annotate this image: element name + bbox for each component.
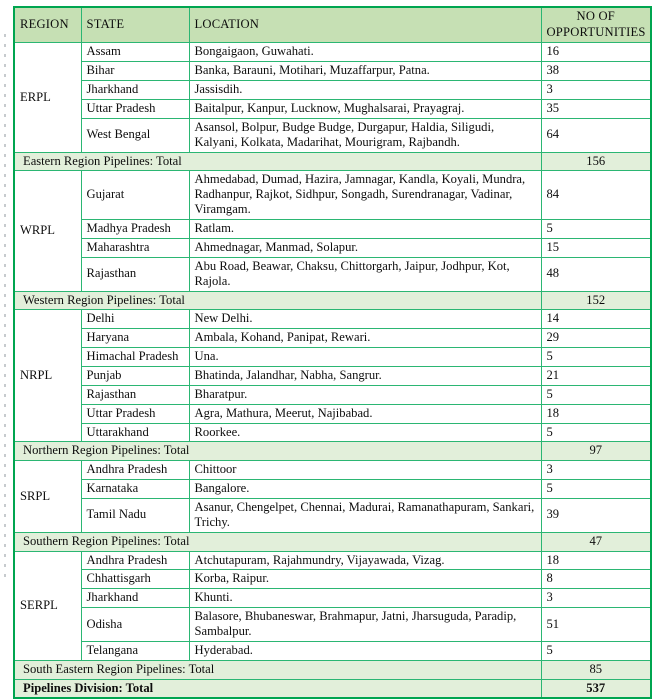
subtotal-row [14,532,651,551]
cell-state: Odisha [81,608,189,642]
table-row [14,589,651,608]
grand-total-label: Pipelines Division: Total [14,679,541,698]
cell-location: Roorkee. [189,423,541,442]
cell-location: Ambala, Kohand, Panipat, Rewari. [189,329,541,348]
table-row [14,404,651,423]
table-row [14,366,651,385]
subtotal-row [14,291,651,310]
cell-location: Bharatpur. [189,385,541,404]
table-row [14,570,651,589]
cell-opportunities: 5 [541,641,651,660]
cell-state: Andhra Pradesh [81,551,189,570]
cell-state: Uttar Pradesh [81,404,189,423]
subtotal-label: South Eastern Region Pipelines: Total [14,660,541,679]
table-row [14,257,651,291]
table-row [14,238,651,257]
pipeline-opportunities-table [13,6,652,699]
table-row [14,62,651,81]
table-row [14,348,651,367]
cell-state: Rajasthan [81,257,189,291]
cell-location: Korba, Raipur. [189,570,541,589]
cell-location: Ahmednagar, Manmad, Solapur. [189,238,541,257]
subtotal-row [14,660,651,679]
header-row [14,7,651,43]
table-row [14,100,651,119]
column-header-opportunities-line2: OPPORTUNITIES [546,24,646,39]
subtotal-opportunities: 85 [541,660,651,679]
cell-opportunities: 35 [541,100,651,119]
cell-state: Rajasthan [81,385,189,404]
cell-location: Atchutapuram, Rajahmundry, Vijayawada, Vizag. [189,551,541,570]
page-margin-marks [4,34,6,582]
cell-opportunities: 5 [541,423,651,442]
cell-opportunities: 5 [541,385,651,404]
table-row [14,220,651,239]
subtotal-row [14,442,651,461]
table-row [14,498,651,532]
cell-state: Maharashtra [81,238,189,257]
cell-state: Jharkhand [81,81,189,100]
cell-location: Chittoor [189,461,541,480]
cell-opportunities: 16 [541,43,651,62]
column-header-state: STATE [81,7,189,43]
cell-opportunities: 5 [541,480,651,499]
column-header-region: REGION [14,7,81,43]
subtotal-label: Southern Region Pipelines: Total [14,532,541,551]
cell-opportunities: 48 [541,257,651,291]
cell-state: Haryana [81,329,189,348]
cell-state: Delhi [81,310,189,329]
cell-location: Abu Road, Beawar, Chaksu, Chittorgarh, Jaipur, Jodhpur, Kot, Rajola. [189,257,541,291]
table-row [14,329,651,348]
grand-total-opportunities: 537 [541,679,651,698]
table-body [14,43,651,698]
cell-opportunities: 18 [541,551,651,570]
table-row [14,385,651,404]
cell-state: Punjab [81,366,189,385]
cell-state: Andhra Pradesh [81,461,189,480]
cell-location: Asanur, Chengelpet, Chennai, Madurai, Ramanathapuram, Sankari, Trichy. [189,498,541,532]
table-row [14,641,651,660]
subtotal-opportunities: 152 [541,291,651,310]
cell-opportunities: 8 [541,570,651,589]
cell-opportunities: 51 [541,608,651,642]
cell-location: Ahmedabad, Dumad, Hazira, Jamnagar, Kandla, Koyali, Mundra, Radhanpur, Rajkot, Sidhpur, Songadh, Surendranagar, Vadinar, Viramgam. [189,171,541,220]
cell-opportunities: 3 [541,461,651,480]
cell-region: SRPL [14,461,81,532]
subtotal-opportunities: 97 [541,442,651,461]
table-row [14,171,651,220]
cell-state: Tamil Nadu [81,498,189,532]
cell-state: Karnataka [81,480,189,499]
grand-total-row [14,679,651,698]
cell-location: Khunti. [189,589,541,608]
cell-opportunities: 38 [541,62,651,81]
subtotal-label: Northern Region Pipelines: Total [14,442,541,461]
subtotal-opportunities: 156 [541,152,651,171]
cell-state: Chhattisgarh [81,570,189,589]
cell-region: NRPL [14,310,81,442]
cell-location: Baitalpur, Kanpur, Lucknow, Mughalsarai, Prayagraj. [189,100,541,119]
cell-region: SERPL [14,551,81,660]
cell-location: Jassisdih. [189,81,541,100]
subtotal-row [14,152,651,171]
cell-state: Bihar [81,62,189,81]
subtotal-opportunities: 47 [541,532,651,551]
cell-location: Agra, Mathura, Meerut, Najibabad. [189,404,541,423]
cell-location: Balasore, Bhubaneswar, Brahmapur, Jatni, Jharsuguda, Paradip, Sambalpur. [189,608,541,642]
cell-state: Uttarakhand [81,423,189,442]
cell-location: Bangalore. [189,480,541,499]
cell-opportunities: 84 [541,171,651,220]
table-row [14,118,651,152]
cell-state: Uttar Pradesh [81,100,189,119]
table-row [14,310,651,329]
column-header-opportunities [541,7,651,43]
cell-state: Jharkhand [81,589,189,608]
column-header-opportunities-line1: NO OF [576,9,615,23]
cell-location: Bhatinda, Jalandhar, Nabha, Sangrur. [189,366,541,385]
table-row [14,423,651,442]
cell-opportunities: 3 [541,81,651,100]
table-row [14,480,651,499]
cell-location: Banka, Barauni, Motihari, Muzaffarpur, Patna. [189,62,541,81]
table-row [14,43,651,62]
cell-state: Assam [81,43,189,62]
cell-opportunities: 39 [541,498,651,532]
cell-opportunities: 14 [541,310,651,329]
cell-location: Bongaigaon, Guwahati. [189,43,541,62]
table-row [14,461,651,480]
cell-location: New Delhi. [189,310,541,329]
table-row [14,551,651,570]
subtotal-label: Western Region Pipelines: Total [14,291,541,310]
cell-region: ERPL [14,43,81,152]
cell-opportunities: 18 [541,404,651,423]
subtotal-label: Eastern Region Pipelines: Total [14,152,541,171]
cell-state: Gujarat [81,171,189,220]
table-row [14,81,651,100]
cell-opportunities: 3 [541,589,651,608]
cell-region: WRPL [14,171,81,291]
cell-location: Una. [189,348,541,367]
cell-opportunities: 21 [541,366,651,385]
cell-state: Himachal Pradesh [81,348,189,367]
cell-location: Asansol, Bolpur, Budge Budge, Durgapur, Haldia, Siligudi, Kalyani, Kolkata, Madarihat, Mourigram, Rajbandh. [189,118,541,152]
cell-location: Ratlam. [189,220,541,239]
cell-state: Madhya Pradesh [81,220,189,239]
cell-state: West Bengal [81,118,189,152]
column-header-location: LOCATION [189,7,541,43]
cell-state: Telangana [81,641,189,660]
cell-opportunities: 64 [541,118,651,152]
cell-opportunities: 15 [541,238,651,257]
cell-opportunities: 5 [541,348,651,367]
cell-opportunities: 5 [541,220,651,239]
cell-opportunities: 29 [541,329,651,348]
table-header [14,7,651,43]
cell-location: Hyderabad. [189,641,541,660]
